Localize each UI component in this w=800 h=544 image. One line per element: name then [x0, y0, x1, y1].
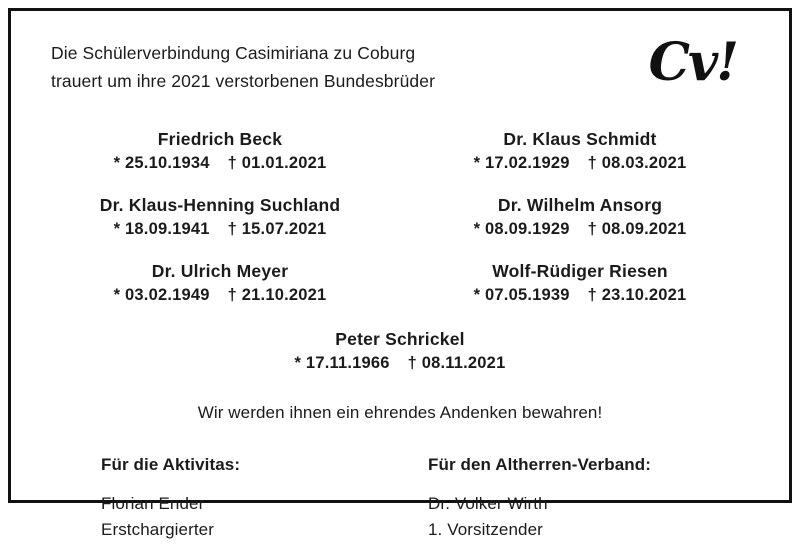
deceased-name: Wolf-Rüdiger Riesen: [492, 261, 668, 281]
deceased-name: Dr. Klaus-Henning Suchland: [99, 195, 341, 215]
deceased-dates: [45, 354, 755, 373]
memorial-motto: Wir werden ihnen ein ehrendes Andenken bewahren!: [197, 403, 603, 422]
death-date: † 23.10.2021: [587, 286, 687, 304]
birth-date: * 08.09.1929: [473, 220, 570, 238]
death-date: † 08.11.2021: [407, 354, 506, 372]
deceased-dates: [405, 154, 755, 173]
signature-title: Für die Aktivitas:: [101, 455, 241, 474]
signature-altherren-verband: [428, 455, 745, 544]
birth-date: * 18.09.1941: [113, 220, 210, 238]
signatures: [45, 455, 755, 544]
signature-role: 1. Vorsitzender: [428, 520, 543, 540]
death-date: † 08.03.2021: [587, 154, 687, 172]
deceased-name: Dr. Wilhelm Ansorg: [497, 195, 663, 215]
list-item: [45, 261, 395, 305]
birth-date: * 03.02.1949: [113, 286, 210, 304]
death-date: † 08.09.2021: [587, 220, 687, 238]
deceased-dates: [45, 286, 395, 305]
signature-name: Dr. Volker Wirth: [428, 494, 548, 513]
header-line-1: Die Schülerverbindung Casimiriana zu Coburg: [51, 43, 416, 63]
list-item: [405, 261, 755, 305]
list-item: [45, 129, 395, 173]
deceased-name: Peter Schrickel: [335, 329, 465, 349]
signature-title: Für den Altherren-Verband:: [428, 455, 651, 474]
birth-date: * 07.05.1939: [473, 286, 570, 304]
signature-role: Erstchargierter: [101, 520, 214, 540]
deceased-name: Dr. Ulrich Meyer: [151, 261, 289, 281]
list-item: [45, 329, 755, 373]
list-item: [405, 129, 755, 173]
deceased-dates: [405, 286, 755, 305]
birth-date: * 25.10.1934: [113, 154, 210, 172]
list-item: [405, 195, 755, 239]
crest-monogram-icon: Cv!: [648, 32, 737, 93]
death-date: † 15.07.2021: [227, 220, 327, 238]
deceased-list: [45, 129, 755, 373]
obituary-content: [11, 11, 789, 540]
birth-date: * 17.11.1966: [294, 354, 390, 372]
deceased-name: Dr. Klaus Schmidt: [503, 129, 657, 149]
deceased-dates: [45, 220, 395, 239]
birth-date: * 17.02.1929: [473, 154, 570, 172]
header-text: [45, 37, 435, 95]
fraternity-crest: [627, 32, 755, 93]
header: [45, 32, 755, 95]
death-date: † 21.10.2021: [227, 286, 327, 304]
deceased-dates: [45, 154, 395, 173]
death-date: † 01.01.2021: [227, 154, 327, 172]
obituary-border: [8, 8, 792, 540]
signature-name: Florian Ender: [101, 494, 205, 513]
signature-aktivitas: [101, 455, 418, 544]
deceased-dates: [405, 220, 755, 239]
list-item: [45, 195, 395, 239]
deceased-name: Friedrich Beck: [157, 129, 283, 149]
header-line-2: trauert um ihre 2021 verstorbenen Bundesbrüder: [51, 71, 435, 91]
